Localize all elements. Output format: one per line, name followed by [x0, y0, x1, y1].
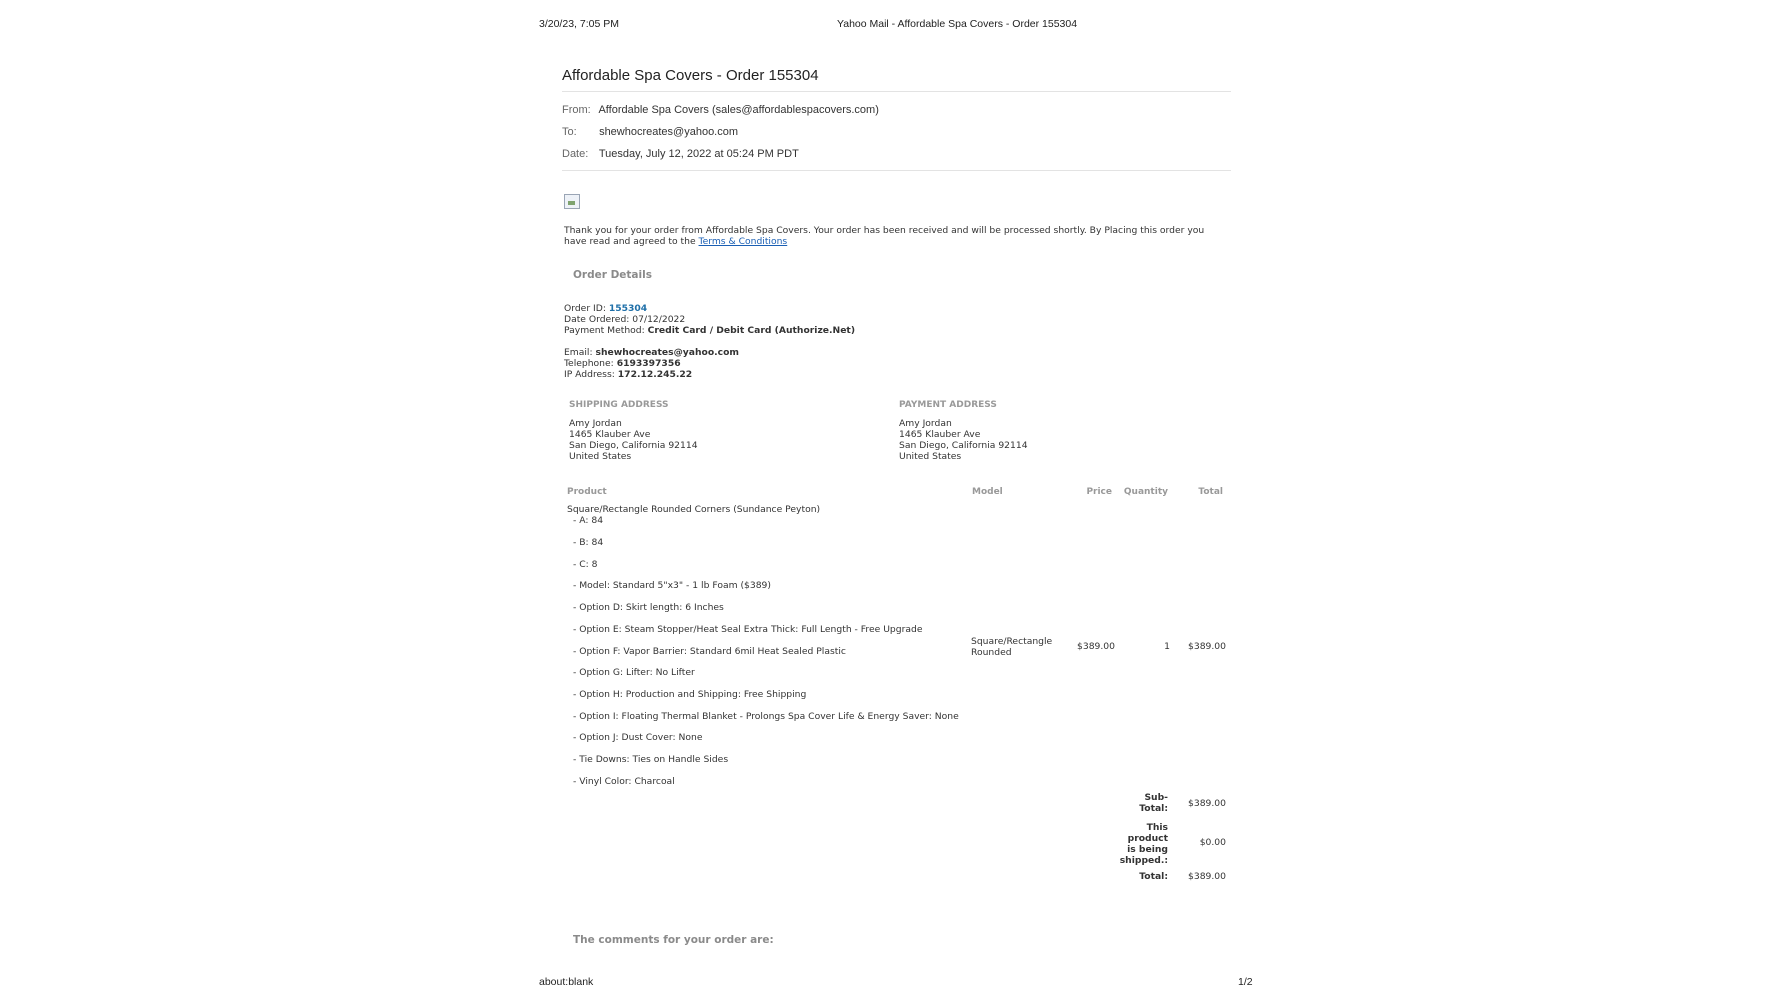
from-value[interactable]: Affordable Spa Covers (sales@affordablespacovers.com): [598, 104, 879, 116]
order-id: 155304: [608, 303, 648, 314]
option-line: - C: 8: [573, 559, 598, 570]
date-value: Tuesday, July 12, 2022 at 05:24 PM PDT: [598, 148, 799, 160]
total-label: Total:: [1139, 871, 1168, 882]
payment-method: Credit Card / Debit Card (Authorize.Net): [647, 325, 856, 336]
intro-line-2: have read and agreed to the Terms & Conditions: [564, 236, 788, 247]
from-row: [562, 104, 879, 116]
option-line: - A: 84: [573, 515, 604, 526]
order-id-row: Order ID: 155304: [564, 303, 648, 314]
option-line: - Option D: Skirt length: 6 Inches: [573, 602, 724, 613]
email-row: Email: shewhocreates@yahoo.com: [564, 347, 739, 358]
print-page-title: Yahoo Mail - Affordable Spa Covers - Order 155304: [837, 18, 1078, 30]
date-ordered-row: Date Ordered: 07/12/2022: [564, 314, 686, 325]
product-price: $389.00: [1077, 641, 1115, 652]
email-subject: Affordable Spa Covers - Order 155304: [562, 67, 819, 84]
total-value: $389.00: [1188, 871, 1226, 882]
shipping-value: $0.00: [1199, 837, 1226, 848]
divider: [562, 91, 1231, 92]
product-model: Square/Rectangle Rounded: [971, 636, 1053, 658]
payment-address-heading: PAYMENT ADDRESS: [899, 400, 997, 410]
print-page-number: 1/2: [1238, 976, 1253, 988]
from-label: From:: [562, 104, 591, 116]
date-label: Date:: [562, 148, 589, 160]
option-line: - Option I: Floating Thermal Blanket - Prolongs Spa Cover Life & Energy Saver: None: [573, 711, 959, 722]
date-ordered: 07/12/2022: [632, 314, 686, 325]
to-row: [562, 126, 738, 138]
col-header-quantity: Quantity: [1123, 487, 1168, 497]
address-line: Amy Jordan: [569, 418, 622, 429]
terms-link[interactable]: Terms & Conditions: [698, 236, 788, 247]
comments-heading: The comments for your order are:: [573, 934, 774, 946]
option-line: - B: 84: [573, 537, 604, 548]
shipping-address: [569, 418, 698, 462]
option-line: - Option E: Steam Stopper/Heat Seal Extra Thick: Full Length - Free Upgrade: [573, 624, 923, 635]
col-header-product: Product: [567, 487, 607, 497]
date-row: [562, 148, 799, 160]
option-line: - Model: Standard 5"x3" - 1 lb Foam ($389): [573, 580, 771, 591]
print-footer-url: about:blank: [539, 976, 594, 988]
broken-image-icon: [564, 194, 580, 209]
order-details-heading: Order Details: [573, 269, 652, 281]
ip-address: 172.12.245.22: [617, 369, 693, 380]
option-line: - Option H: Production and Shipping: Free Shipping: [573, 689, 807, 700]
customer-email: shewhocreates@yahoo.com: [595, 347, 739, 358]
shipping-address-heading: SHIPPING ADDRESS: [569, 400, 669, 410]
address-line: Amy Jordan: [899, 418, 952, 429]
product-name: Square/Rectangle Rounded Corners (Sundance Peyton): [567, 504, 821, 515]
address-line: 1465 Klauber Ave: [899, 429, 981, 440]
telephone: 6193397356: [616, 358, 681, 369]
option-line: - Option G: Lifter: No Lifter: [573, 667, 695, 678]
to-value[interactable]: shewhocreates@yahoo.com: [599, 126, 739, 138]
address-line: United States: [569, 451, 632, 462]
address-line: San Diego, California 92114: [899, 440, 1028, 451]
address-line: 1465 Klauber Ave: [569, 429, 651, 440]
to-label: To:: [562, 126, 577, 138]
payment-method-row: Payment Method: Credit Card / Debit Card (Authorize.Net): [564, 325, 856, 336]
col-header-total: Total: [1198, 487, 1223, 497]
option-line: - Option F: Vapor Barrier: Standard 6mil Heat Sealed Plastic: [573, 646, 846, 657]
telephone-row: Telephone: 6193397356: [564, 358, 681, 369]
address-line: United States: [899, 451, 962, 462]
payment-address: [899, 418, 1028, 462]
intro-line-1: Thank you for your order from Affordable Spa Covers. Your order has been received and will be processed shortly. By Placing this order you: [564, 225, 1205, 236]
print-timestamp: 3/20/23, 7:05 PM: [539, 18, 619, 30]
intro-text: [564, 225, 1244, 247]
option-line: - Option J: Dust Cover: None: [573, 732, 703, 743]
order-info: [564, 303, 855, 380]
col-header-price: Price: [1086, 487, 1112, 497]
address-line: San Diego, California 92114: [569, 440, 698, 451]
product-total: $389.00: [1188, 641, 1226, 652]
product-quantity: 1: [1164, 641, 1170, 652]
shipping-label: This product is being shipped.:: [1119, 822, 1168, 866]
option-line: - Vinyl Color: Charcoal: [573, 776, 675, 787]
subtotal-label: Sub- Total:: [1139, 792, 1168, 814]
col-header-model: Model: [972, 487, 1003, 497]
option-line: - Tie Downs: Ties on Handle Sides: [573, 754, 729, 765]
subtotal-value: $389.00: [1188, 798, 1226, 809]
ip-row: IP Address: 172.12.245.22: [564, 369, 693, 380]
divider: [562, 170, 1231, 171]
